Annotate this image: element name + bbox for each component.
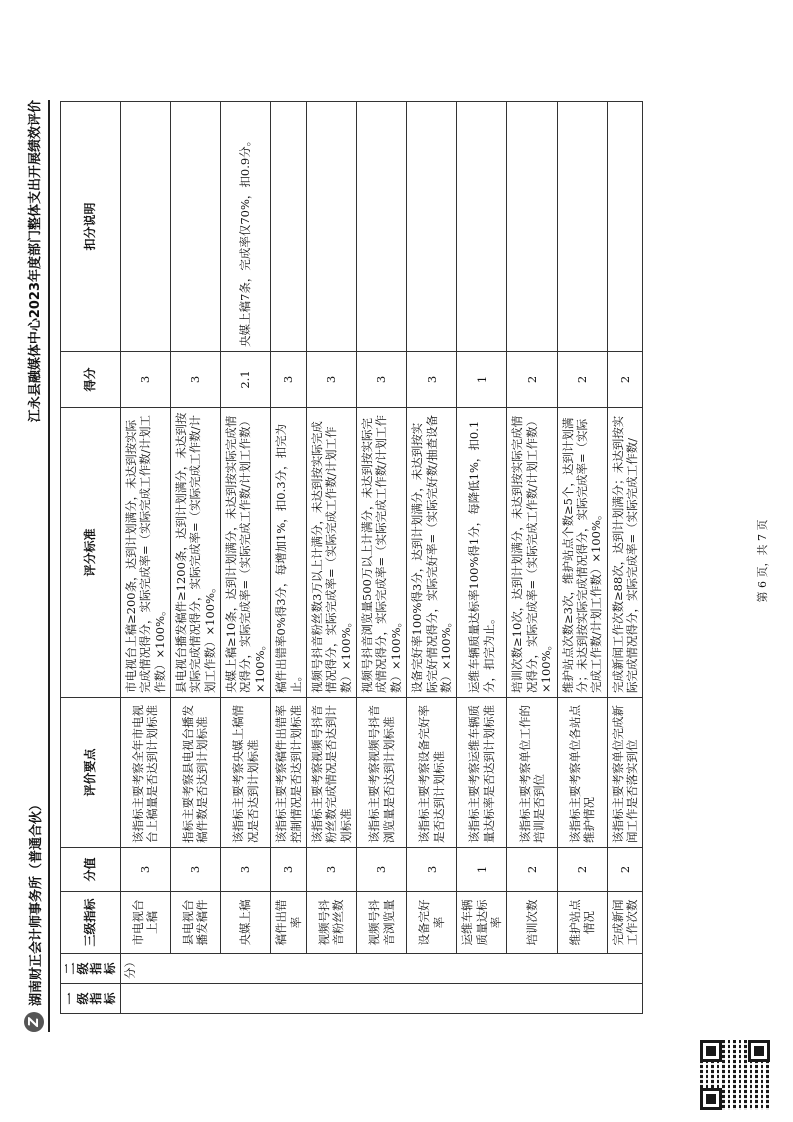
points-cell: 指标主要考察县电视台播发稿件数是否达到计划标准 (170, 698, 220, 848)
table-row (221, 102, 271, 1014)
criteria-cell: 维护站点次数≥3次，维护站点个数≥5个，达到计划满分；未达到按实际完成情况得分，实际完成率=（实际完成工作数/计划工作数）×100%。 (557, 408, 607, 698)
points-cell: 该指标主要考察视频号抖音粉丝数完成情况是否达到计划标准 (306, 698, 356, 848)
deduction-cell (120, 102, 170, 352)
points-cell: 该指标主要考察单位各站点维护情况 (557, 698, 607, 848)
weight-cell: 3 (357, 848, 407, 892)
table-row (120, 102, 170, 1014)
criteria-cell: 稿件出错率0%得3分，每增加1%，扣0.3分，扣完为止。 (271, 408, 307, 698)
deduction-cell: 央媒上稿7条，完成率仅70%，扣0.9分。 (221, 102, 271, 352)
evaluation-table (60, 101, 643, 1014)
weight-cell: 3 (170, 848, 220, 892)
table-header-row (61, 102, 121, 1014)
col-level1: 一级指标 (61, 984, 121, 1014)
criteria-cell: 完成新闻工作次数≥88次，达到计划满分；未达到按实际完成情况得分，实际完成率=（实际完成工作数/ (607, 408, 643, 698)
col-weight: 分值 (61, 848, 121, 892)
weight-cell: 3 (221, 848, 271, 892)
score-cell: 2.1 (221, 352, 271, 408)
firm-logo-icon: Z (24, 1012, 44, 1032)
score-cell: 1 (457, 352, 507, 408)
points-cell: 该指标主要考察运维车辆质量达标率是否达到计划标准 (457, 698, 507, 848)
deduction-cell (407, 102, 457, 352)
col-points: 评价要点 (61, 698, 121, 848)
points-cell: 该指标主要考察单位工作的培训是否到位 (507, 698, 557, 848)
table-row (457, 102, 507, 1014)
level3-cell: 视频号抖音浏览量 (357, 892, 407, 954)
points-cell: 该指标主要考察央媒上稿情况是否达到计划标准 (221, 698, 271, 848)
criteria-cell: 视频号抖音浏览量500万以上计满分，未达到按实际完成情况得分，实际完成率=（实际完成工作数/计划工作数）×100%。 (357, 408, 407, 698)
deduction-cell (357, 102, 407, 352)
page-footer: 第 6 页，共 7 页 (756, 519, 769, 603)
score-cell: 3 (271, 352, 307, 408)
col-score: 得分 (61, 352, 121, 408)
weight-cell: 1 (457, 848, 507, 892)
score-cell: 3 (120, 352, 170, 408)
header-divider (48, 100, 50, 1032)
firm-name: 湖南财正会计师事务所（普通合伙） (28, 797, 44, 1006)
table-row (507, 102, 557, 1014)
deduction-cell (507, 102, 557, 352)
score-cell: 2 (607, 352, 643, 408)
level2-cell: 分） (120, 954, 643, 984)
weight-cell: 2 (507, 848, 557, 892)
score-cell: 3 (407, 352, 457, 408)
points-cell: 该指标主要考察全年市电视台上稿量是否达到计划标准 (120, 698, 170, 848)
points-cell: 该指标主要考察稿件出错率控制情况是否达到计划标准 (271, 698, 307, 848)
points-cell: 该指标主要考察单位完成新闻工作是否落实到位 (607, 698, 643, 848)
score-cell: 2 (507, 352, 557, 408)
level3-cell: 设备完好率 (407, 892, 457, 954)
qr-code-icon (700, 1040, 770, 1110)
table-row (306, 102, 356, 1014)
deduction-cell (271, 102, 307, 352)
deduction-cell (457, 102, 507, 352)
table-row (357, 102, 407, 1014)
deduction-cell (557, 102, 607, 352)
weight-cell: 2 (557, 848, 607, 892)
weight-cell: 2 (607, 848, 643, 892)
weight-cell: 3 (271, 848, 307, 892)
table-row (407, 102, 457, 1014)
criteria-cell: 视频号抖音粉丝数3万以上计满分，未达到按实际完成情况得分，实际完成率=（实际完成工作数/计划工作数）×100%。 (306, 408, 356, 698)
level3-cell: 运维车辆质量达标率 (457, 892, 507, 954)
report-title: 江永县融媒体中心2023年度部门整体支出开展绩效评价 (28, 100, 43, 423)
level3-cell: 县电视台播发稿件 (170, 892, 220, 954)
col-level3: 三级指标 (61, 892, 121, 954)
score-cell: 2 (557, 352, 607, 408)
weight-cell: 3 (120, 848, 170, 892)
table-row (170, 102, 220, 1014)
level3-cell: 央媒上稿 (221, 892, 271, 954)
level3-cell: 视频号抖音粉丝数 (306, 892, 356, 954)
col-criteria: 评分标准 (61, 408, 121, 698)
score-cell: 3 (306, 352, 356, 408)
col-level2: 二级指标 (61, 954, 121, 984)
deduction-cell (306, 102, 356, 352)
level3-cell: 市电视台上稿 (120, 892, 170, 954)
level3-cell: 培训次数 (507, 892, 557, 954)
points-cell: 该指标主要考察设备完好率是否达到计划标准 (407, 698, 457, 848)
col-deduction: 扣分说明 (61, 102, 121, 352)
deduction-cell (170, 102, 220, 352)
criteria-cell: 市电视台上稿≥200条，达到计划满分，未达到按实际完成情况得分，实际完成率=（实际完成工作数/计划工作数）×100%。 (120, 408, 170, 698)
criteria-cell: 设备完好率100%得3分，达到计划满分，未达到按实际完好情况得分，实际完好率=（实际完好数/抽查设备数）×100%。 (407, 408, 457, 698)
table-row (271, 102, 307, 1014)
deduction-cell (607, 102, 643, 352)
score-cell: 3 (170, 352, 220, 408)
level3-cell: 完成新闻工作次数 (607, 892, 643, 954)
criteria-cell: 运维车辆质量达标率100%得1分，每降低1%，扣0.1分，扣完为止。 (457, 408, 507, 698)
firm-header (24, 798, 44, 1032)
table-row (607, 102, 643, 1014)
criteria-cell: 县电视台播发稿件≥1200条，达到计划满分，未达到按实际完成情况得分，实际完成率=（实际完成工作数/计划工作数）×100%。 (170, 408, 220, 698)
criteria-cell: 培训次数≥10次，达到计划满分，未达到按实际完成情况得分，实际完成率=（实际完成工作数/计划工作数）×100%。 (507, 408, 557, 698)
points-cell: 该指标主要考察视频号抖音浏览量是否达到计划标准 (357, 698, 407, 848)
level3-cell: 维护站点情况 (557, 892, 607, 954)
score-cell: 3 (357, 352, 407, 408)
weight-cell: 3 (306, 848, 356, 892)
weight-cell: 3 (407, 848, 457, 892)
level3-cell: 稿件出错率 (271, 892, 307, 954)
table-row (557, 102, 607, 1014)
level1-cell (120, 984, 643, 1014)
criteria-cell: 央媒上稿≥10条，达到计划满分，未达到按实际完成情况得分，实际完成率=（实际完成工作数/计划工作数）×100%。 (221, 408, 271, 698)
